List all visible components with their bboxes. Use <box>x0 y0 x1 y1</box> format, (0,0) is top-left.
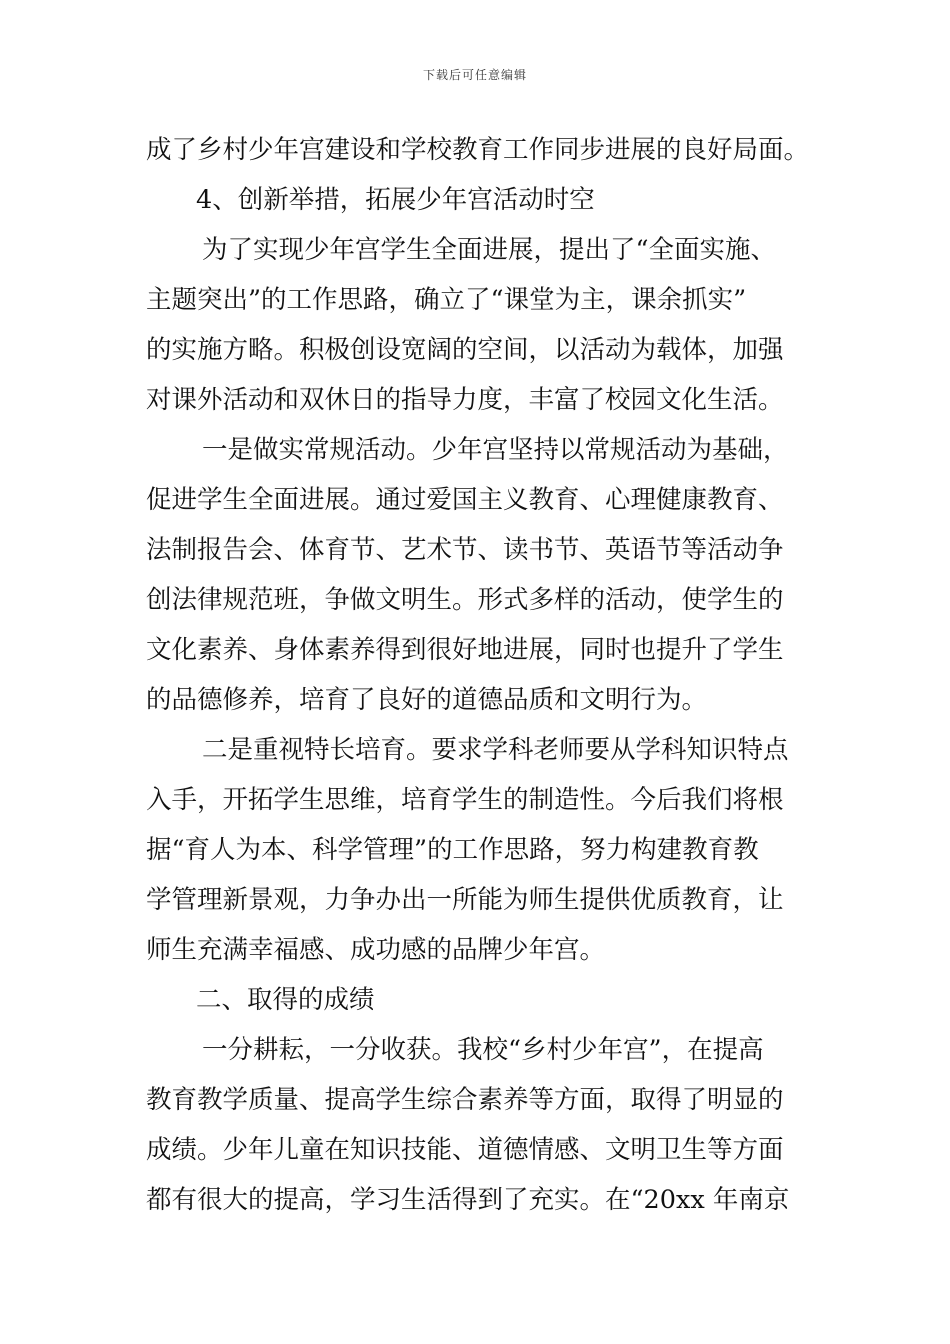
text-line: 据“育人为本、科学管理”的工作思路，努力构建教育教 <box>146 835 759 865</box>
text-line: 对课外活动和双休日的指导力度，丰富了校园文化生活。 <box>146 385 784 415</box>
document-body <box>146 125 810 1225</box>
text-line: 促进学生全面进展。通过爱国主义教育、心理健康教育、 <box>146 485 784 515</box>
text-line: 创法律规范班，争做文明生。形式多样的活动，使学生的 <box>146 585 784 615</box>
text-line: 二是重视特长培育。要求学科老师要从学科知识特点 <box>202 735 789 765</box>
text-line: 一分耕耘，一分收获。我校“乡村少年宫”，在提高 <box>202 1035 764 1065</box>
text-line: 教育教学质量、提高学生综合素养等方面，取得了明显的 <box>146 1085 784 1115</box>
text-line: 的品德修养，培育了良好的道德品质和文明行为。 <box>146 685 708 715</box>
text-line: 法制报告会、体育节、艺术节、读书节、英语节等活动争 <box>146 535 784 565</box>
text-line: 一是做实常规活动。少年宫坚持以常规活动为基础， <box>202 435 789 465</box>
text-line: 成了乡村少年宫建设和学校教育工作同步进展的良好局面。 <box>146 135 810 165</box>
text-line: 都有很大的提高，学习生活得到了充实。在“20xx 年南京 <box>146 1185 790 1215</box>
text-line: 主题突出”的工作思路，确立了“课堂为主，课余抓实” <box>146 285 747 315</box>
text-line: 为了实现少年宫学生全面进展，提出了“全面实施、 <box>202 235 777 265</box>
section-heading: 二、取得的成绩 <box>196 985 375 1015</box>
page-header: 下载后可任意编辑 <box>422 68 527 82</box>
text-line: 文化素养、身体素养得到很好地进展，同时也提升了学生 <box>146 635 784 665</box>
text-line: 入手，开拓学生思维，培育学生的制造性。今后我们将根 <box>146 785 784 815</box>
text-line: 成绩。少年儿童在知识技能、道德情感、文明卫生等方面 <box>146 1135 784 1165</box>
text-line: 学管理新景观，力争办出一所能为师生提供优质教育，让 <box>146 885 784 915</box>
section-heading: 4、创新举措，拓展少年宫活动时空 <box>196 185 595 215</box>
text-line: 的实施方略。积极创设宽阔的空间，以活动为载体，加强 <box>146 335 784 365</box>
text-line: 师生充满幸福感、成功感的品牌少年宫。 <box>146 935 606 965</box>
